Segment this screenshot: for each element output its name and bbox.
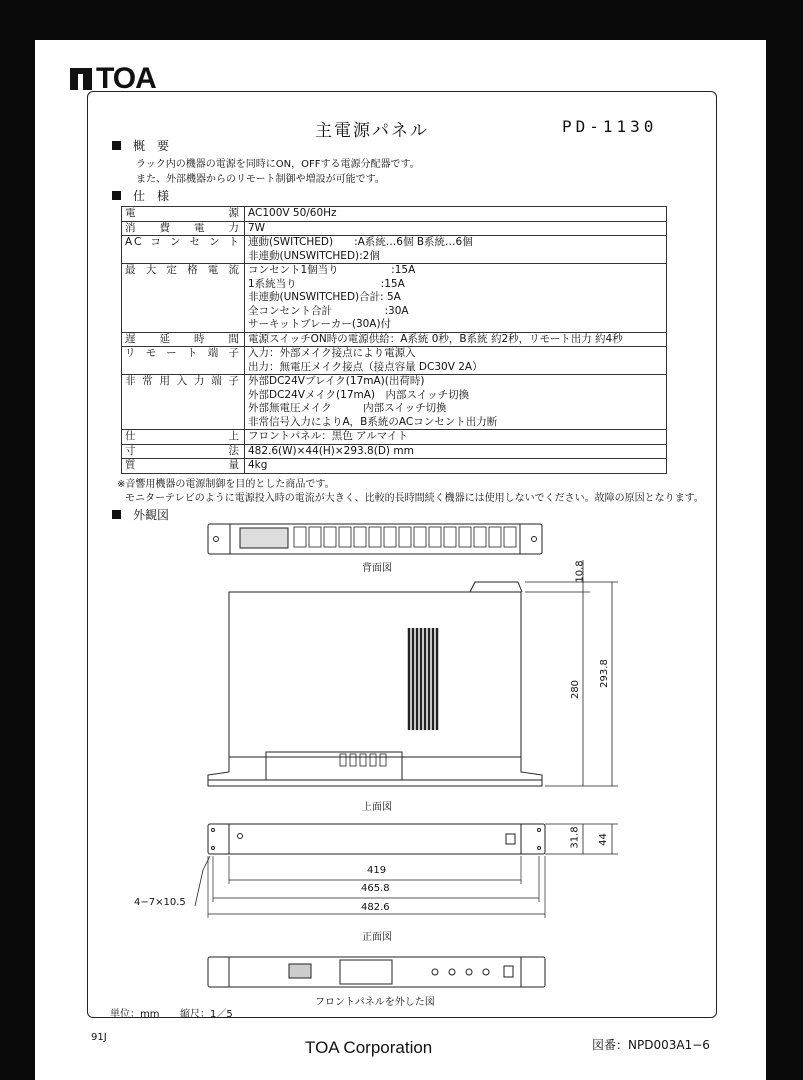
dim-465-8: 465.8: [361, 883, 390, 894]
drawing-heading: 外観図: [112, 506, 169, 523]
note-1: ※音響用機器の電源制御を目的とした商品です。: [117, 479, 335, 490]
spec-value-line: 外部無電圧メイク 内部スイッチ切換: [248, 402, 447, 414]
dim-31-8: 31.8: [569, 826, 581, 849]
dim-482-6: 482.6: [361, 902, 390, 913]
caption-front: 正面図: [362, 932, 392, 943]
spec-key: 質量: [122, 459, 245, 474]
unit-label: 単位：mm: [110, 1009, 160, 1020]
spec-key: 仕上: [122, 430, 245, 445]
spec-value-line: 外部DC24Vメイク(17mA) 内部スイッチ切換: [248, 388, 470, 401]
spec-value-line: 1系統当り :15A: [248, 277, 405, 290]
spec-key: 遅延時間: [122, 332, 245, 347]
spec-key: 電源: [122, 207, 245, 222]
spec-value-line: 全コンセント合計 :30A: [248, 304, 409, 317]
spec-heading: 仕 様: [112, 187, 169, 204]
spec-value-line: 7W: [248, 221, 266, 234]
spec-key: 寸法: [122, 444, 245, 459]
spec-key: 非常用入力端子: [122, 375, 245, 430]
overview-line-1: ラック内の機器の電源を同時にON，OFFする電源分配器です。: [136, 159, 420, 170]
overview-heading: 概 要: [112, 137, 169, 154]
spec-key: ACコンセント: [122, 236, 245, 264]
document-title: 主電源パネル: [315, 121, 429, 141]
caption-rear: 背面図: [362, 563, 392, 574]
spec-value-line: AC100V 50/60Hz: [248, 207, 337, 219]
spec-value-line: 電源スイッチON時の電源供給：A系統 0秒，B系統 約2秒，リモート出力 約4秒: [248, 332, 623, 345]
spec-value-line: 入力：外部メイク接点により電源入: [248, 347, 416, 359]
caption-top: 上面図: [362, 802, 392, 813]
logo-text: TOA: [96, 62, 156, 95]
rear-view: [208, 524, 542, 554]
footer-code: 91J: [91, 1032, 107, 1043]
top-view: [208, 560, 618, 786]
spec-value-line: コンセント1個当り :15A: [248, 264, 416, 276]
spec-key: 最大定格電流: [122, 264, 245, 333]
spec-value-line: 外部DC24Vブレイク(17mA)(出荷時): [248, 375, 425, 387]
spec-value-line: 非常信号入力によりA，B系統のACコンセント出力断: [248, 415, 498, 428]
dim-419: 419: [367, 865, 387, 876]
spec-value-line: 連動(SWITCHED) :A系統…6個 B系統…6個: [248, 236, 473, 248]
scale-label: 縮尺：1／5: [180, 1009, 233, 1020]
dim-10-8: 10.8: [574, 560, 586, 583]
caption-front-open: フロントパネルを外した図: [315, 997, 435, 1008]
spec-value-line: 非連動(UNSWITCHED):2個: [248, 249, 380, 262]
dim-293-8: 293.8: [598, 659, 610, 688]
note-2: モニターテレビのように電源投入時の電流が大きく、比較的長時間続く機器には使用しないでください。故障の原因となります。: [125, 493, 704, 504]
spec-value-line: 非連動(UNSWITCHED)合計: 5A: [248, 291, 401, 303]
model-number: PD-1130: [562, 117, 658, 136]
dim-280: 280: [570, 679, 582, 700]
spec-value-line: サーキットブレーカー(30A)付: [248, 318, 392, 330]
spec-key: リモート端子: [122, 347, 245, 375]
drawing-number: 図番：NPD003A1−6: [592, 1038, 710, 1052]
overview-line-2: また、外部機器からのリモート制御や増設が可能です。: [136, 174, 385, 185]
dim-hole: 4−7×10.5: [134, 897, 186, 908]
dim-44: 44: [597, 833, 609, 846]
spec-key: 消費電力: [122, 221, 245, 236]
front-open-view: [208, 957, 545, 987]
spec-value-line: フロントパネル：黒色 アルマイト: [248, 430, 408, 442]
company-name: TOA Corporation: [305, 1038, 433, 1057]
spec-value-line: 482.6(W)×44(H)×293.8(D) mm: [248, 444, 414, 457]
spec-value-line: 4kg: [248, 459, 268, 471]
front-view: [195, 824, 618, 918]
spec-value-line: 出力：無電圧メイク接点（接点容量 DC30V 2A）: [248, 360, 483, 373]
